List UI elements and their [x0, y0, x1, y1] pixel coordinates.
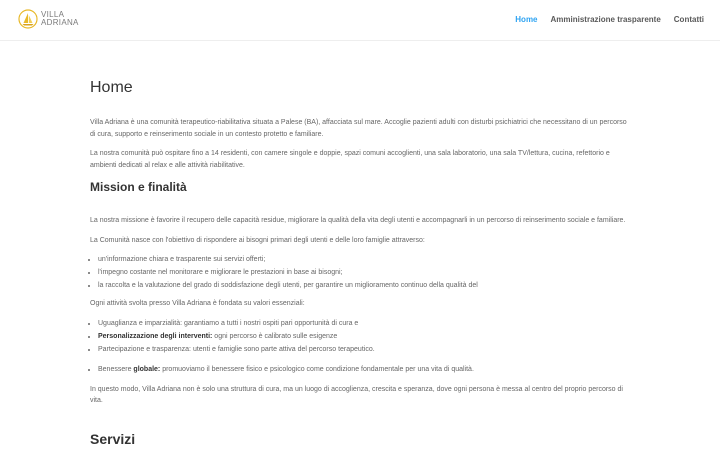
objectives-list	[90, 253, 630, 292]
mission-heading: Mission e finalità	[90, 180, 187, 194]
wellbeing-list	[90, 363, 630, 376]
closing-paragraph: In questo modo, Villa Adriana non è solo una struttura di cura, ma un luogo di accoglienza, crescita e speranza, dove ogni persona è messa al centro del proprio percorso di vita.	[90, 385, 623, 404]
logo-wordmark	[41, 11, 79, 28]
list-item	[98, 330, 630, 343]
list-item-text: promuoviamo il benessere fisico e psicologico come condizione fondamentale per una vita di qualità.	[160, 365, 474, 373]
list-item	[98, 343, 630, 356]
list-item-pre: Benessere	[98, 365, 134, 373]
values-list	[90, 317, 630, 356]
mission-paragraph-1: La nostra missione è favorire il recupero delle capacità residue, migliorare la qualità della vita degli utenti e accompagnarli in un percorso di reinserimento sociale e familiare.	[90, 217, 626, 224]
servizi-heading: Servizi	[90, 431, 136, 447]
page-title: Home	[90, 79, 133, 96]
list-item	[98, 317, 630, 330]
logo-line-2: ADRIANA	[41, 18, 79, 27]
main-nav	[502, 15, 704, 24]
list-item: • un'informazione chiara e trasparente sui servizi offerti;	[98, 253, 630, 266]
list-item-text: Uguaglianza e imparzialità: garantiamo a tutti i nostri ospiti pari opportunità di cura e	[98, 319, 359, 327]
nav-contatti[interactable]: Contatti	[673, 15, 704, 24]
list-item-text: Partecipazione e trasparenza: utenti e famiglie sono parte attiva del percorso terapeutico.	[98, 345, 375, 353]
list-item-bold: Personalizzazione degli interventi:	[98, 332, 213, 340]
nav-home[interactable]: Home	[515, 15, 538, 24]
sailboat-logo-icon	[18, 9, 38, 29]
site-header	[0, 0, 720, 41]
list-item: • la raccolta e la valutazione del grado di soddisfazione degli utenti, per garantire un miglioramento continuo della qualità del	[98, 279, 630, 292]
intro-paragraph-1: Villa Adriana è una comunità terapeutico-riabilitativa situata a Palese (BA), affacciata sul mare. Accoglie pazienti adulti con disturbi psichiatrici che necessitano di un percorso di cura, supporto e reinserimento sociale in un contesto protetto e familiare.	[90, 119, 627, 138]
list-item-text: ogni percorso è calibrato sulle esigenze	[212, 332, 338, 340]
list-item-bold: globale:	[133, 365, 161, 373]
intro-paragraph-2: La nostra comunità può ospitare fino a 14 residenti, con camere singole e doppie, spazi comuni accoglienti, una sala laboratorio, una sala TV/lettura, cucina, refettorio e ambienti dedicati al relax e alle attività riabilitative.	[90, 150, 610, 169]
list-item: • l'impegno costante nel monitorare e migliorare le prestazioni in base ai bisogni;	[98, 266, 630, 279]
mission-paragraph-2: La Comunità nasce con l'obiettivo di rispondere ai bisogni primari degli utenti e delle loro famiglie attraverso:	[90, 236, 425, 244]
logo-line-1: VILLA	[41, 9, 65, 19]
main-content	[90, 78, 630, 407]
site-logo[interactable]	[18, 9, 79, 29]
list-item	[98, 363, 630, 376]
values-intro: Ogni attività svolta presso Villa Adriana è fondata su valori essenziali:	[90, 300, 305, 307]
nav-amministrazione-trasparente[interactable]: Amministrazione trasparente	[550, 15, 661, 24]
